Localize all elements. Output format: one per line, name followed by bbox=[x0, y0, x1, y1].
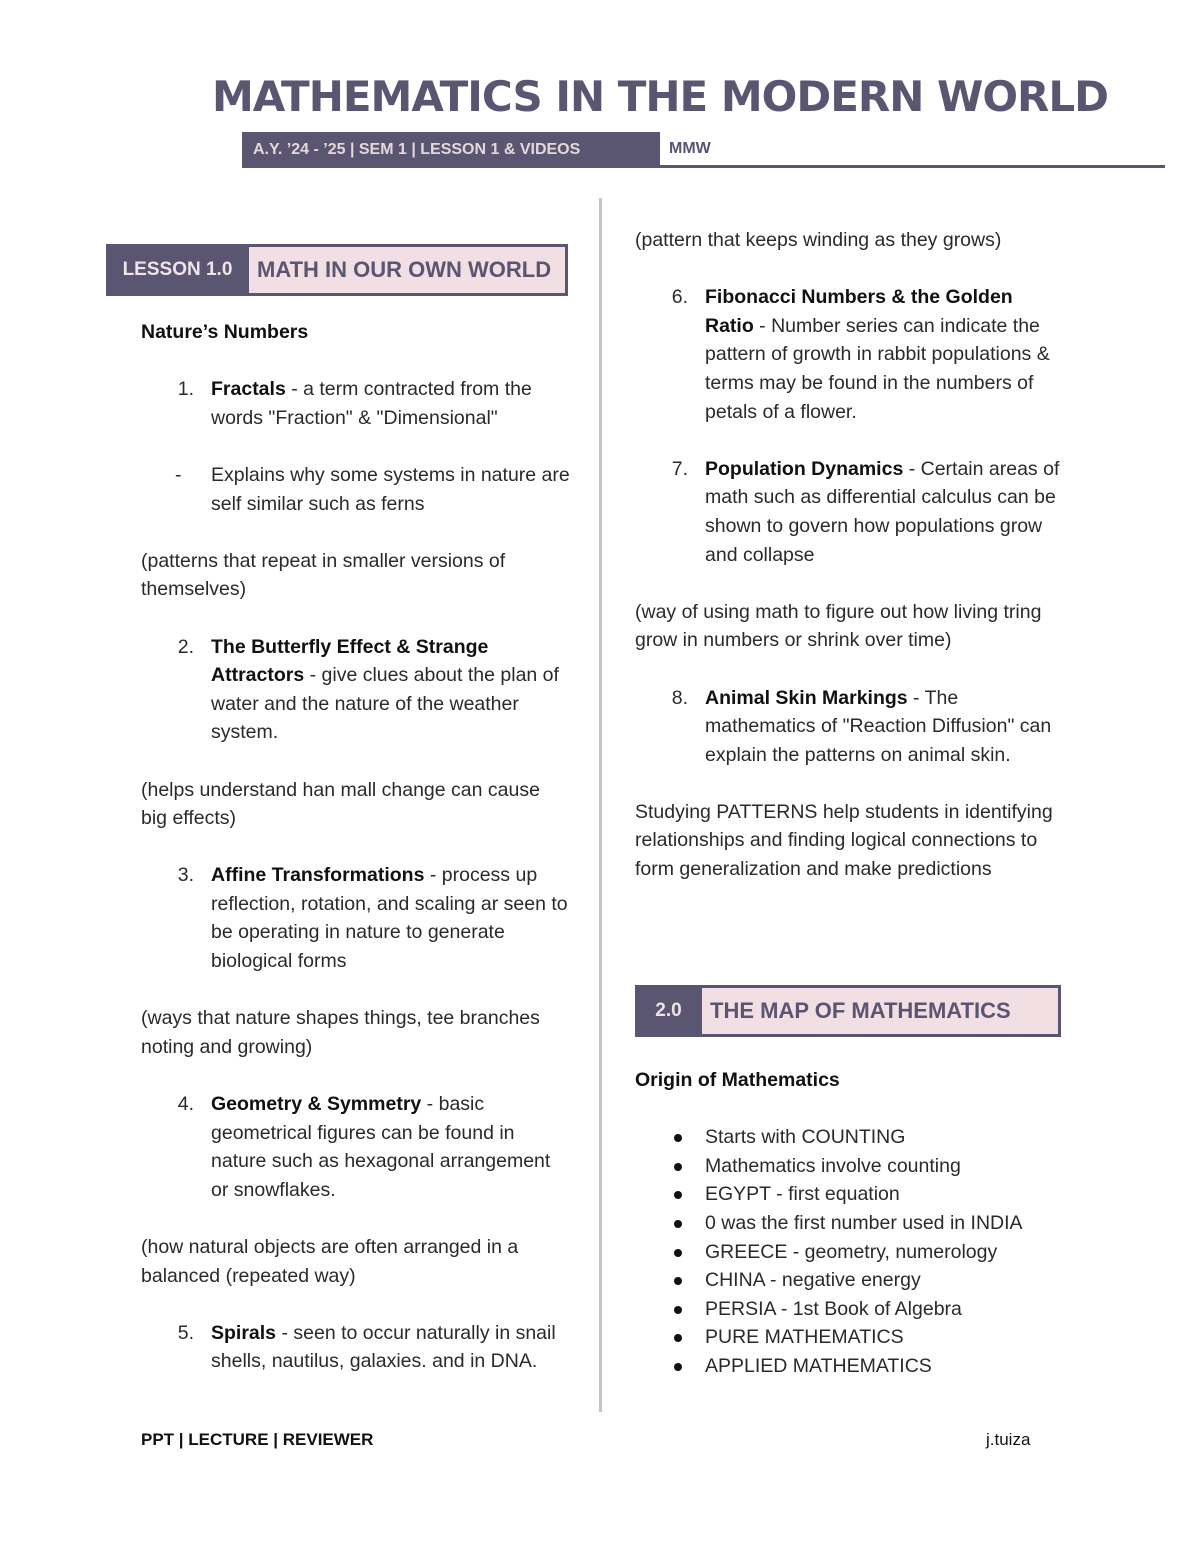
section-number: LESSON 1.0 bbox=[106, 244, 249, 296]
item-description: - basic geometrical figures can be found in nature such as hexagonal arrangement or snowflakes. bbox=[211, 1093, 551, 1201]
list-item bbox=[141, 1090, 571, 1204]
heading-origin-of-mathematics: Origin of Mathematics bbox=[635, 1069, 840, 1091]
bullet-item bbox=[635, 1123, 1065, 1152]
heading-natures-numbers: Nature’s Numbers bbox=[141, 321, 309, 343]
section-number: 2.0 bbox=[635, 985, 702, 1037]
item-title: Affine Transformations bbox=[211, 864, 425, 887]
bullet-icon bbox=[635, 1352, 705, 1381]
item-number: 4. bbox=[177, 1093, 194, 1116]
note-paragraph: (ways that nature shapes things, tee branches noting and growing) bbox=[141, 1007, 540, 1058]
section-header-lesson-1 bbox=[106, 244, 568, 296]
bullet-text: EGYPT - first equation bbox=[705, 1183, 900, 1206]
right-column bbox=[635, 226, 1065, 884]
header-rule bbox=[660, 165, 1165, 168]
bullet-icon bbox=[635, 1209, 705, 1238]
list-item bbox=[141, 861, 571, 975]
bullet-text: GREECE - geometry, numerology bbox=[705, 1240, 998, 1263]
bullet-text: CHINA - negative energy bbox=[705, 1269, 921, 1292]
item-title: The Butterfly Effect & Strange Attractors bbox=[211, 635, 489, 687]
bullet-text: PERSIA - 1st Book of Algebra bbox=[705, 1297, 962, 1320]
note-paragraph: (patterns that repeat in smaller versions of themselves) bbox=[141, 549, 506, 601]
course-code: MMW bbox=[669, 140, 711, 157]
item-number: 6. bbox=[671, 286, 688, 309]
bullet-icon bbox=[635, 1152, 705, 1181]
list-item bbox=[635, 684, 1065, 770]
item-number: 2. bbox=[177, 635, 194, 658]
bullet-icon bbox=[635, 1123, 705, 1152]
item-title: Animal Skin Markings bbox=[705, 686, 908, 709]
item-description: - The mathematics of "Reaction Diffusion" can explain the patterns on animal skin. bbox=[705, 686, 1052, 766]
bullet-icon bbox=[635, 1323, 705, 1352]
summary-paragraph: Studying PATTERNS help students in identifying relationships and finding logical connections to form generalization and make predictions bbox=[635, 800, 1053, 881]
page-title: MATHEMATICS IN THE MODERN WORLD bbox=[212, 72, 1108, 121]
item-title: Spirals bbox=[211, 1321, 277, 1344]
list-sub-item bbox=[141, 461, 571, 518]
item-title: Fractals bbox=[211, 378, 286, 401]
item-description: - Number series can indicate the pattern of growth in rabbit populations & terms may be found in the numbers of petals of a flower. bbox=[705, 314, 1050, 423]
left-column bbox=[141, 318, 571, 1376]
item-title: Population Dynamics bbox=[705, 457, 904, 480]
note-paragraph: (helps understand han mall change can cause big effects) bbox=[141, 778, 540, 830]
bullet-item bbox=[635, 1180, 1065, 1209]
section-header-map-of-math bbox=[635, 985, 1061, 1037]
list-item bbox=[141, 375, 571, 432]
column-divider bbox=[599, 198, 602, 1412]
bullet-item bbox=[635, 1238, 1065, 1267]
item-description: - give clues about the plan of water and the nature of the weather system. bbox=[211, 664, 559, 744]
note-paragraph: (pattern that keeps winding as they grows) bbox=[635, 229, 1002, 251]
bullet-icon bbox=[635, 1266, 705, 1295]
section-title: MATH IN OUR OWN WORLD bbox=[249, 244, 568, 296]
bullet-item bbox=[635, 1352, 1065, 1381]
bullet-text: Starts with COUNTING bbox=[705, 1126, 906, 1149]
note-paragraph: (way of using math to figure out how living tring grow in numbers or shrink over time) bbox=[635, 600, 1042, 652]
list-item bbox=[635, 283, 1065, 426]
item-number: 1. bbox=[177, 378, 194, 401]
item-description: - a term contracted from the words "Fraction" & "Dimensional" bbox=[211, 378, 532, 429]
list-item bbox=[141, 1319, 571, 1376]
bullet-item bbox=[635, 1295, 1065, 1324]
bullet-icon bbox=[635, 1295, 705, 1324]
bullet-text: APPLIED MATHEMATICS bbox=[705, 1354, 932, 1377]
bullet-text: PURE MATHEMATICS bbox=[705, 1326, 904, 1349]
item-number: 5. bbox=[177, 1321, 194, 1344]
item-description: Explains why some systems in nature are self similar such as ferns bbox=[211, 463, 570, 515]
footer-left: PPT | LECTURE | REVIEWER bbox=[141, 1430, 374, 1449]
note-paragraph: (how natural objects are often arranged in a balanced (repeated way) bbox=[141, 1236, 519, 1287]
bullet-item bbox=[635, 1323, 1065, 1352]
subtitle-bar: A.Y. ’24 - ’25 | SEM 1 | LESSON 1 & VIDEOS bbox=[242, 132, 660, 168]
list-item bbox=[141, 633, 571, 747]
bullet-item bbox=[635, 1266, 1065, 1295]
bullet-text: Mathematics involve counting bbox=[705, 1154, 961, 1177]
list-item bbox=[635, 455, 1065, 569]
bullet-item bbox=[635, 1152, 1065, 1181]
bullet-item bbox=[635, 1209, 1065, 1238]
bullet-text: 0 was the first number used in INDIA bbox=[705, 1211, 1023, 1234]
item-title: Geometry & Symmetry bbox=[211, 1093, 422, 1116]
item-description: - seen to occur naturally in snail shells, nautilus, galaxies. and in DNA. bbox=[211, 1321, 556, 1373]
bullet-icon bbox=[635, 1180, 705, 1209]
item-description: - process up reflection, rotation, and scaling ar seen to be operating in nature to generate biological forms bbox=[211, 864, 568, 973]
item-number: 8. bbox=[671, 686, 688, 709]
item-number: 7. bbox=[671, 457, 688, 480]
item-title: Fibonacci Numbers & the Golden Ratio bbox=[705, 286, 1013, 337]
dash-marker: - bbox=[175, 463, 182, 486]
item-number: 3. bbox=[177, 864, 194, 887]
bullet-icon bbox=[635, 1238, 705, 1267]
section-title: THE MAP OF MATHEMATICS bbox=[702, 985, 1061, 1037]
origin-section bbox=[635, 1066, 1065, 1381]
item-description: - Certain areas of math such as differential calculus can be shown to govern how populations grow and collapse bbox=[705, 457, 1060, 566]
footer-author: j.tuiza bbox=[986, 1430, 1031, 1449]
